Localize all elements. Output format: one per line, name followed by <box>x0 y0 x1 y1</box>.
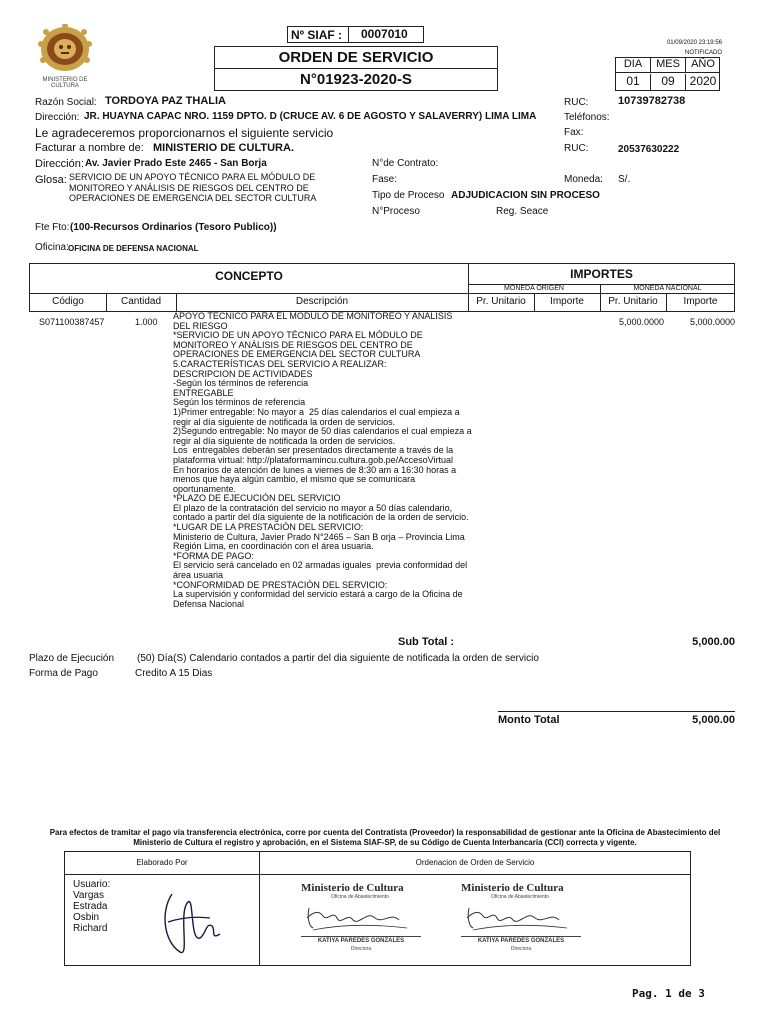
siaf-label: Nº SIAF : <box>291 28 343 42</box>
date-anio-label: AÑO <box>686 58 720 73</box>
moneda-value: S/. <box>618 174 631 185</box>
billing-direccion-label: Dirección: <box>35 158 84 170</box>
stamp-1-role: Directora <box>350 946 372 952</box>
contrato-label: N°de Contrato: <box>372 158 439 169</box>
stamp-2-office: Oficina de Abastecimiento <box>491 894 549 900</box>
nproceso-label: N°Proceso <box>372 206 420 217</box>
oficina-value: OFICINA DE DEFENSA NACIONAL <box>68 244 199 253</box>
stamp-1-office: Oficina de Abastecimiento <box>331 894 389 900</box>
fte-fto-label: Fte Fto: <box>35 222 70 233</box>
usuario-label: Usuario: <box>73 879 111 890</box>
col-importe-origen: Importe <box>550 296 584 307</box>
importes-header: IMPORTES <box>570 267 633 281</box>
usuario-name-3: Osbin <box>73 912 100 923</box>
col-codigo: Código <box>52 296 84 307</box>
billing-ruc: 20537630222 <box>618 144 680 155</box>
col-pr-unitario-nacional: Pr. Unitario <box>608 296 658 307</box>
stamp-2-name: KATIYA PAREDES GONZALES <box>477 938 565 944</box>
stamp-2 <box>455 882 595 962</box>
date-mes: 09 <box>651 74 686 91</box>
facturar-label: Facturar a nombre de: <box>35 142 144 154</box>
tipo-proceso: ADJUDICACION SIN PROCESO <box>451 190 600 201</box>
glosa-text: SERVICIO DE UN APOYO TÉCNICO PARA EL MÓDULO DE MONITOREO Y ANÁLISIS DE RIESGOS DEL CENTRO DE OPERACIONES DE EMERGENCIA DEL SECTOR CULTURA <box>69 172 317 203</box>
order-number: N°01923-2020-S <box>214 68 498 91</box>
subtotal-value: 5,000.00 <box>692 636 735 648</box>
concept-table-header <box>29 263 735 312</box>
col-pr-unitario-origen: Pr. Unitario <box>476 296 526 307</box>
tipo-proceso-label: Tipo de Proceso <box>372 190 445 201</box>
stamp-1-name: KATIYA PAREDES GONZALES <box>317 938 405 944</box>
date-dia-label: DIA <box>616 58 651 73</box>
monto-total-value: 5,000.00 <box>692 714 735 726</box>
stamp-1-org: Ministerio de Cultura <box>301 882 404 894</box>
fax-label: Fax: <box>564 127 584 138</box>
razon-social-label: Razón Social: <box>35 97 97 108</box>
col-cantidad: Cantidad <box>120 296 162 307</box>
elaborado-header: Elaborado Por <box>136 858 188 867</box>
oficina-label: Oficina: <box>35 242 69 253</box>
moneda-nacional-label: MONEDA NACIONAL <box>633 285 702 292</box>
supplier-ruc: 10739782738 <box>618 95 686 107</box>
handwritten-signature-2 <box>303 900 413 934</box>
ordenacion-header: Ordenacion de Orden de Servicio <box>415 858 535 867</box>
forma-pago-value: Credito A 15 Dias <box>135 668 213 679</box>
date-box <box>615 57 720 91</box>
plazo-value: (50) Día(S) Calendario contados a partir del dia siguiente de notificada la orden de servicio <box>137 653 539 664</box>
date-anio: 2020 <box>689 74 717 88</box>
row-nac-importe: 5,000.0000 <box>689 317 735 327</box>
logo-caption: MINISTERIO DE CULTURA <box>42 77 88 89</box>
billing-address: Av. Javier Prado Este 2465 - San Borja <box>85 158 267 169</box>
row-codigo: S071100387457 <box>39 317 105 327</box>
handwritten-signature-3 <box>463 900 573 934</box>
concepto-header: CONCEPTO <box>215 269 283 283</box>
stamp-2-org: Ministerio de Cultura <box>461 882 564 894</box>
stamp-2-role: Directora <box>510 946 532 952</box>
billing-ruc-label: RUC: <box>564 143 589 154</box>
row-descripcion: APOYO TECNICO PARA EL MODULO DE MONITOREO Y ANALISIS DEL RIESGO *SERVICIO DE UN APOYO TÉCNICO PARA EL MÓDULO DE MONITOREO Y ANÁLISIS DE RIESGOS DEL CENTRO DE OPERACIONES DE EMERGENCIA DEL SECTOR CULTURA 5.CARACTERÍSTICAS DEL SERVICIO A REALIZAR: DESCRIPCION DE ACTIVIDADES -Según los términos de referencia ENTREGABLE Según los términos de referencia 1)Primer entregable: No mayor a 25 días calendarios el cual empieza a regir al día siguiente de notificada la orden de servicios. 2)Segundo entregable: No mayor de 50 días calendarios el cual empieza a regir al día siguiente de notificada la orden de servicios. Los entregables deberán ser presentados directamente a través de la plataforma virtual: http://plataformamincu.cultura.gob.pe/AccesoVirtual En horarios de atención de lunes a viernes de 8:30 am a 16:30 horas a menos que haya algún cambio, el mismo que se comunicara oportunamente. *PLAZO DE EJECUCIÓN DEL SERVICIO El plazo de la contratación del servicio no mayor a 50 días calendario, contado a partir del día siguiente de la notificación de la orden de servicio. *LUGAR DE LA PRESTACIÓN DEL SERVICIO: Ministerio de Cultura, Javier Prado N°2465 – San B orja – Provincia Lima Región Lima, en coordinación con el área usuaria. *FORMA DE PAGO: El servicio será cancelado en 02 armadas iguales previa conformidad del área usuaria *CONFORMIDAD DE PRESTACIÓN DEL SERVICIO: La supervisión y conformidad del servicio estará a cargo de la Oficina de Defensa Nacional <box>173 311 472 609</box>
document-title: ORDEN DE SERVICIO <box>214 46 498 69</box>
row-cantidad: 1.000 <box>135 317 158 327</box>
date-mes-label: MES <box>651 58 686 73</box>
ministry-logo <box>30 24 100 89</box>
telefonos-label: Teléfonos: <box>564 112 610 123</box>
stamp-1 <box>295 882 435 962</box>
siaf-box <box>287 26 424 43</box>
moneda-label: Moneda: <box>564 174 603 185</box>
direccion-label: Dirección: <box>35 112 80 123</box>
forma-pago-label: Forma de Pago <box>29 668 98 679</box>
seal-icon <box>30 24 100 74</box>
date-dia: 01 <box>616 74 651 91</box>
usuario-name-4: Richard <box>73 923 108 934</box>
timestamp: 01/09/2020 23:19:56 <box>666 40 722 46</box>
subtotal-label: Sub Total : <box>398 636 455 648</box>
fase-label: Fase: <box>372 174 398 185</box>
usuario-block <box>73 879 110 934</box>
plazo-label: Plazo de Ejecución <box>29 653 115 664</box>
row-nac-unitario: 5,000.0000 <box>618 317 664 327</box>
payment-notice: Para efectos de tramitar el pago vía transferencia electrónica, corre por cuenta del Contratista (Proveedor) la responsabilidad de gestionar ante la Oficina de Abastecimiento del Ministerio de Cultura el registro y aprobación, en el Sistema SIAF-SP, de su Código de Cuenta Interbancaria (CCI) correcta y vigente. <box>49 828 721 847</box>
fte-fto: (100-Recursos Ordinarios (Tesoro Publico)) <box>70 222 277 233</box>
siaf-number: 0007010 <box>348 26 424 43</box>
reg-seace-label: Reg. Seace <box>496 206 549 217</box>
col-importe-nacional: Importe <box>683 296 718 307</box>
ruc-label: RUC: <box>564 97 589 108</box>
signature-table <box>64 851 691 966</box>
monto-total-label: Monto Total <box>498 714 560 726</box>
page-number: Pag. 1 de 3 <box>632 987 705 1000</box>
supplier-address: JR. HUAYNA CAPAC NRO. 1159 DPTO. D (CRUCE AV. 6 DE AGOSTO Y SALAVERRY) LIMA LIMA <box>84 111 537 122</box>
usuario-name-1: Vargas <box>73 890 104 901</box>
handwritten-signature-1 <box>150 882 230 962</box>
usuario-name-2: Estrada <box>73 901 108 912</box>
razon-social: TORDOYA PAZ THALIA <box>105 95 227 107</box>
intro-text: Le agradeceremos proporcionarnos el siguiente servicio <box>35 126 334 140</box>
moneda-origen-label: MONEDA ORIGEN <box>504 285 564 292</box>
glosa-label: Glosa: <box>35 174 67 186</box>
status-label: NOTIFICADO <box>685 50 722 56</box>
col-descripcion: Descripción <box>295 296 349 307</box>
facturar-value: MINISTERIO DE CULTURA. <box>153 142 294 154</box>
